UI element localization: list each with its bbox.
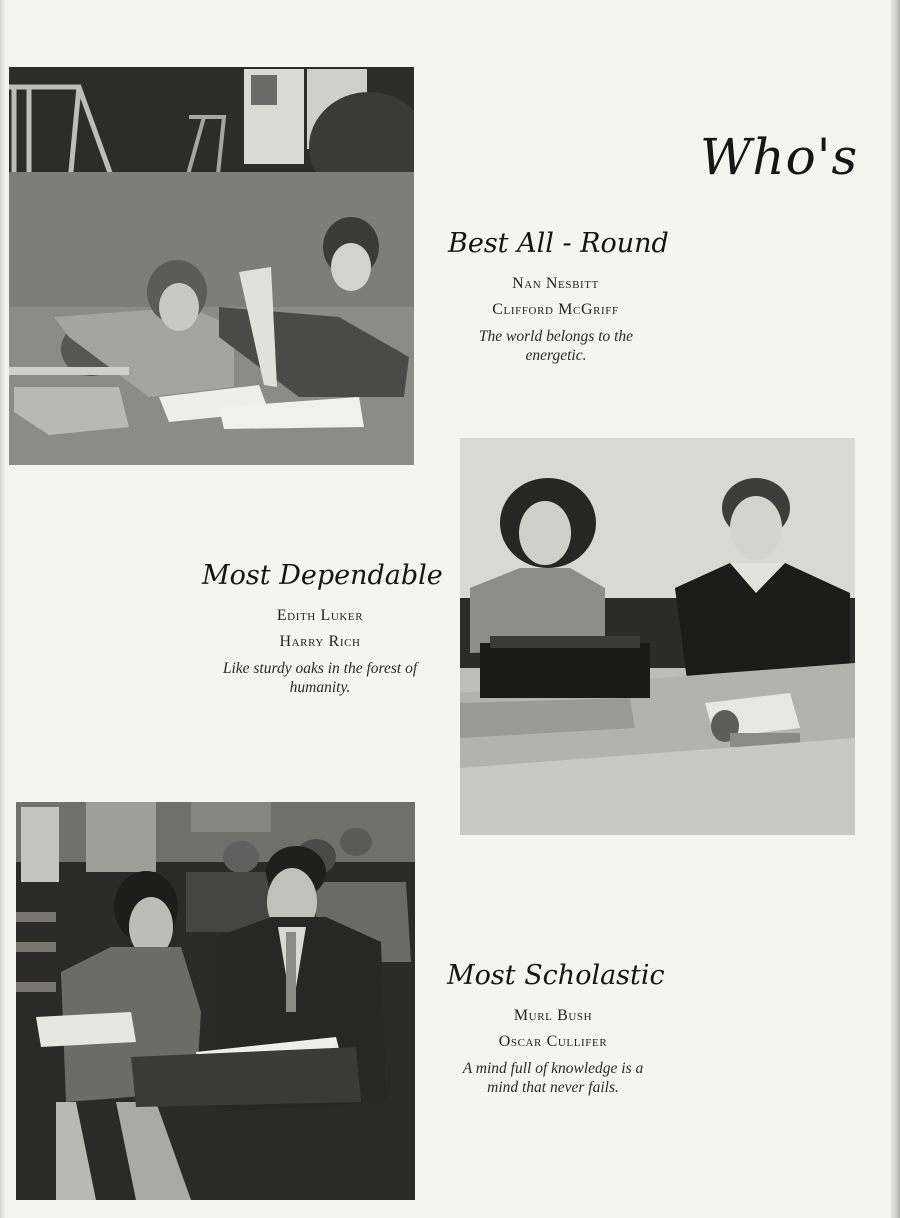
award-motto: The world belongs to the energetic. — [478, 328, 634, 364]
award-most-scholastic — [447, 960, 665, 1097]
page-left-edge — [0, 0, 6, 1218]
award-heading: Most Dependable — [202, 560, 443, 591]
award-name: Murl Bush — [513, 1007, 593, 1024]
most-dependable-photo — [460, 438, 855, 835]
award-motto: A mind full of knowledge is a mind that never fails. — [462, 1060, 644, 1096]
photo-outdoors-lawn — [9, 67, 414, 465]
award-name: Oscar Cullifer — [498, 1033, 608, 1050]
award-name: Edith Luker — [276, 607, 364, 624]
award-most-dependable — [202, 560, 443, 697]
award-heading: Most Scholastic — [447, 960, 665, 991]
most-scholastic-photo — [16, 802, 415, 1200]
photo-classroom-desks — [16, 802, 415, 1200]
award-heading: Best All - Round — [448, 228, 669, 259]
award-name: Nan Nesbitt — [512, 275, 599, 292]
best-all-round-photo — [9, 67, 414, 465]
page-right-edge — [890, 0, 900, 1218]
page-title: Who's — [700, 128, 859, 186]
award-motto: Like sturdy oaks in the forest of humanity. — [222, 660, 418, 696]
photo-typewriter-desk — [460, 438, 855, 835]
award-best-all-round — [448, 228, 669, 365]
award-name: Harry Rich — [279, 633, 361, 650]
award-name: Clifford McGriff — [492, 301, 619, 318]
